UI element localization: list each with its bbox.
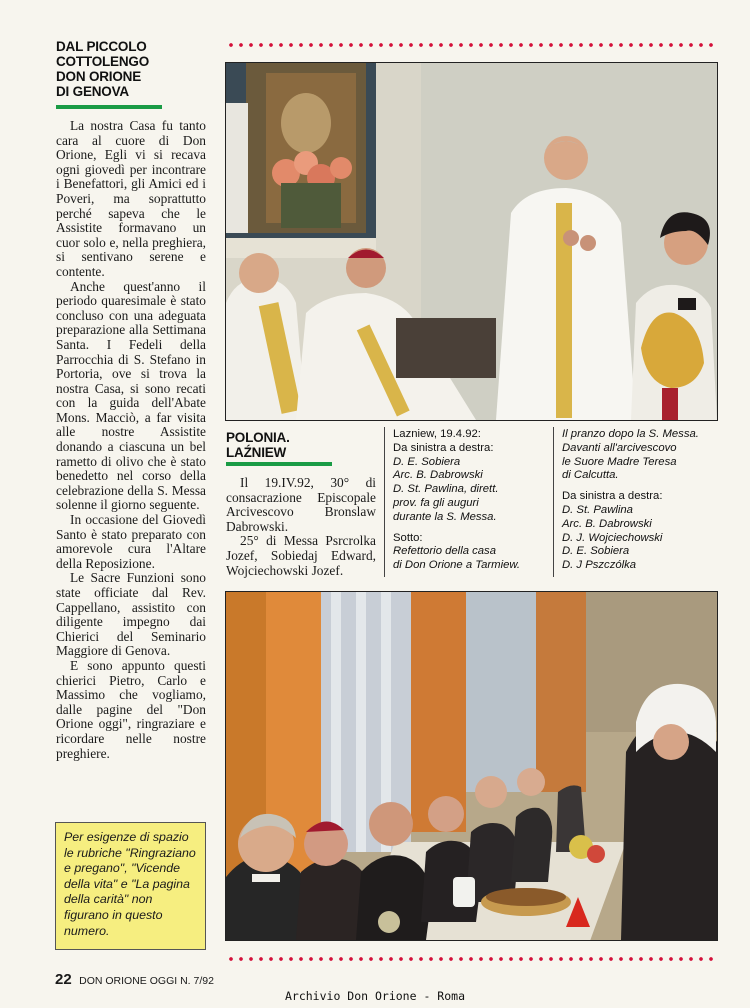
photo-refectory-lunch — [225, 591, 718, 941]
caption-line: di Calcutta. — [562, 469, 619, 482]
photo-mass-celebration-image — [226, 63, 717, 420]
caption-name: D. E. Sobiera — [393, 455, 461, 468]
caption-name: Arc. B. Dabrowski — [393, 469, 483, 482]
caption-line: Davanti all'arcivescovo — [562, 441, 677, 454]
photo-refectory-lunch-image — [226, 592, 717, 940]
headline-line: LAŹNIEW — [226, 445, 287, 460]
headline-line: DAL PICCOLO — [56, 39, 147, 54]
caption-name: D. J. Wojciechowski — [562, 531, 663, 544]
column-divider — [553, 427, 554, 577]
caption-name: D. St. Pawlina — [562, 503, 633, 516]
article1-green-underline — [56, 105, 162, 109]
headline-line: COTTOLENGO — [56, 54, 150, 69]
article1-body — [56, 119, 206, 761]
article2-headline — [226, 430, 376, 460]
caption-name: D. J Pszczólka — [562, 559, 637, 572]
caption-line: Il pranzo dopo la S. Messa. — [562, 428, 699, 440]
paragraph: 25° di Messa Psrcrolka Jozef, Sobiedaj Edward, Wojciechowski Jozef. — [226, 533, 376, 578]
headline-line: DON ORIONE — [56, 69, 142, 84]
paragraph: Il 19.IV.92, 30° di consacrazione Episcopale Arcivescovo Bronslaw Dabrowski. — [226, 475, 376, 534]
article1-headline — [56, 39, 206, 99]
paragraph: La nostra Casa fu tanto cara al cuore di Don Orione, Egli vi si recava ogni giovedì per incontrare i Benefattori, gli Amici ed i Poveri, ma soprattutto perché sapeva che le Assistite formavano un cuor solo e, nella preghiera, si sentivano serene e contente. — [56, 118, 206, 279]
caption-intro: Da sinistra a destra: — [562, 490, 663, 503]
page-footer — [55, 971, 214, 989]
caption-name: prov. fa gli auguri — [393, 496, 479, 509]
photo-mass-celebration — [225, 62, 718, 421]
caption-name: durante la S. Messa. — [393, 510, 497, 523]
caption-line: le Suore Madre Teresa — [562, 455, 677, 468]
caption-name: D. E. Sobiera — [562, 545, 630, 558]
caption-name: Arc. B. Dabrowski — [562, 517, 652, 530]
paragraph: In occasione del Giovedì Santo è stato preparato con amorevole cura l'Altare della Reposizione. — [56, 512, 206, 571]
caption-below-label: Sotto: — [393, 531, 423, 544]
paragraph: E sono appunto questi chierici Pietro, Carlo e Massimo che vogliamo, dalle pagine del "Don Orione oggi", ringraziare e ricordare nelle nostre preghiere. — [56, 657, 206, 761]
headline-line: DI GENOVA — [56, 84, 129, 99]
bottom-dotted-rule — [226, 956, 718, 962]
paragraph: Le Sacre Funzioni sono state officiate dal Rev. Cappellano, assistito con diligente impegno dai Chierici del Seminario Maggiore di Genova. — [56, 570, 206, 659]
page-number: 22 — [55, 971, 72, 988]
magazine-name: DON ORIONE OGGI N. 7/92 — [79, 975, 214, 987]
article2-body — [226, 476, 376, 578]
caption-1 — [393, 428, 553, 573]
column-divider — [384, 427, 385, 577]
note-box: Per esigenze di spazio le rubriche "Ringraziano e pregano", "Vicende della vita" e "La pagina della carità" non figurano in questo numero. — [55, 822, 206, 950]
caption-below-text: Refettorio della casa — [393, 545, 496, 558]
caption-intro: Da sinistra a destra: — [393, 441, 494, 454]
article2-green-underline — [226, 462, 332, 466]
caption-place-date: Lazniew, 19.4.92: — [393, 428, 481, 440]
caption-2 — [562, 428, 718, 573]
top-dotted-rule — [226, 42, 718, 48]
caption-name: D. St. Pawlina, dirett. — [393, 483, 499, 496]
archive-watermark: Archivio Don Orione - Roma — [284, 989, 465, 1003]
caption-below-text: di Don Orione a Tarmiew. — [393, 559, 521, 572]
headline-line: POLONIA. — [226, 430, 290, 445]
paragraph: Anche quest'anno il periodo quaresimale è stato concluso con una adeguata preparazione alla Settimana Santa. I Fedeli della Parrocchia di S. Stefano in Portoria, ove si trova la nostra Casa, si sono recati con la guida dell'Abate Mons. Macciò, a far visita alle nostre Assistite donando a ciascuna un bel rametto di olivo che è stato benedetto nel corso della celebrazione della S. Messa solenne il giorno seguente. — [56, 278, 206, 513]
